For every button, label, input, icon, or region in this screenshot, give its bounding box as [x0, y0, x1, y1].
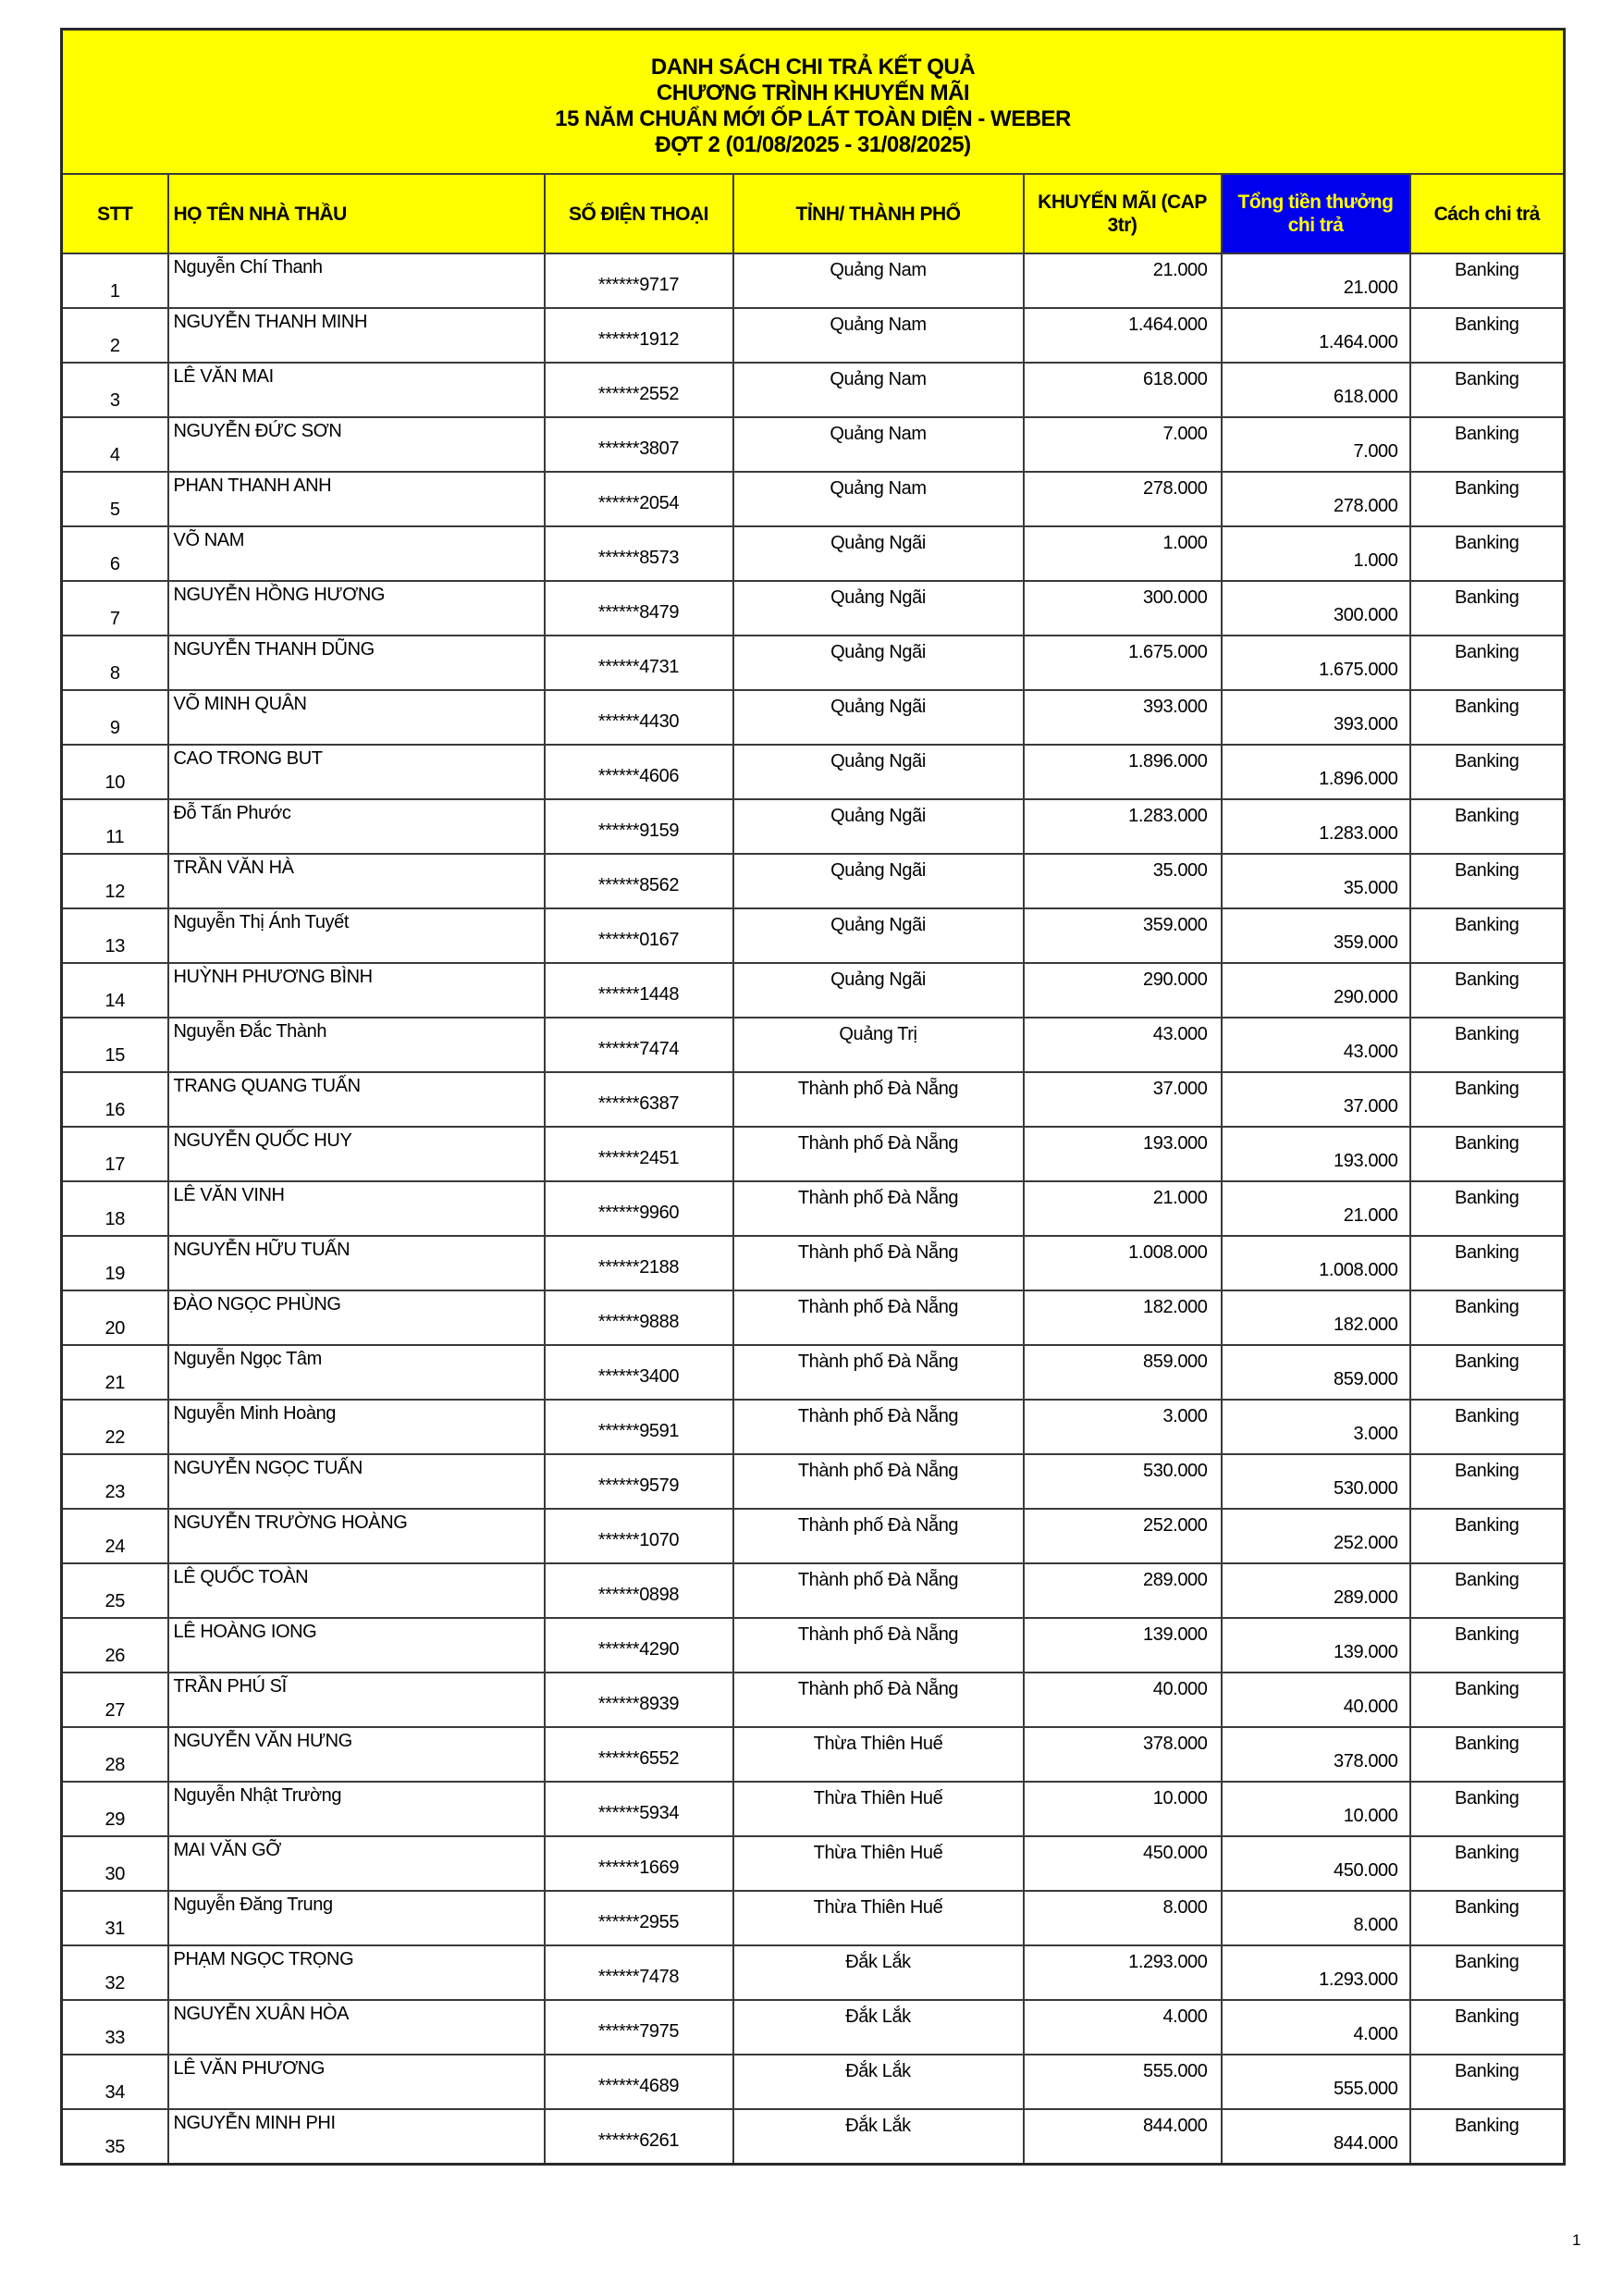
- cell-province: Thừa Thiên Huế: [733, 1727, 1024, 1782]
- col-header-contractor-name: HỌ TÊN NHÀ THẦU: [168, 174, 545, 253]
- cell-payment-method: Banking: [1410, 1782, 1565, 1836]
- cell-row-index: 4: [62, 417, 168, 472]
- cell-contractor-name: Nguyễn Ngọc Tâm: [168, 1345, 545, 1400]
- cell-phone-masked: ******6552: [545, 1727, 733, 1782]
- table-row: [62, 526, 1565, 581]
- cell-phone-masked: ******7478: [545, 1945, 733, 2000]
- cell-province: Thừa Thiên Huế: [733, 1836, 1024, 1891]
- table-body: [62, 253, 1565, 2164]
- cell-phone-masked: ******7474: [545, 1018, 733, 1072]
- table-row: [62, 1345, 1565, 1400]
- cell-payment-method: Banking: [1410, 690, 1565, 745]
- cell-row-index: 23: [62, 1454, 168, 1509]
- cell-phone-masked: ******8562: [545, 854, 733, 908]
- cell-promo-amount: 3.000: [1024, 1400, 1222, 1454]
- cell-total-paid: 21.000: [1222, 1181, 1410, 1236]
- cell-province: Thành phố Đà Nẵng: [733, 1509, 1024, 1563]
- cell-phone-masked: ******4689: [545, 2055, 733, 2109]
- cell-phone-masked: ******8573: [545, 526, 733, 581]
- table-row: [62, 1618, 1565, 1673]
- cell-promo-amount: 1.283.000: [1024, 799, 1222, 854]
- cell-phone-masked: ******2188: [545, 1236, 733, 1290]
- cell-phone-masked: ******9591: [545, 1400, 733, 1454]
- cell-payment-method: Banking: [1410, 1454, 1565, 1509]
- cell-phone-masked: ******2552: [545, 363, 733, 417]
- cell-payment-method: Banking: [1410, 581, 1565, 636]
- table-row: [62, 1454, 1565, 1509]
- cell-total-paid: 3.000: [1222, 1400, 1410, 1454]
- cell-payment-method: Banking: [1410, 636, 1565, 690]
- table-row: [62, 1563, 1565, 1618]
- table-row: [62, 1836, 1565, 1891]
- table-row: [62, 363, 1565, 417]
- cell-province: Thành phố Đà Nẵng: [733, 1181, 1024, 1236]
- table-row: [62, 253, 1565, 308]
- cell-province: Đắk Lắk: [733, 1945, 1024, 2000]
- cell-province: Quảng Ngãi: [733, 690, 1024, 745]
- cell-payment-method: Banking: [1410, 1673, 1565, 1727]
- cell-contractor-name: TRANG QUANG TUẤN: [168, 1072, 545, 1127]
- table-row: [62, 1782, 1565, 1836]
- cell-row-index: 32: [62, 1945, 168, 2000]
- col-header-payment-method: Cách chi trả: [1410, 174, 1565, 253]
- cell-contractor-name: NGUYỄN NGỌC TUẤN: [168, 1454, 545, 1509]
- cell-payment-method: Banking: [1410, 1290, 1565, 1345]
- cell-total-paid: 40.000: [1222, 1673, 1410, 1727]
- cell-total-paid: 4.000: [1222, 2000, 1410, 2055]
- cell-contractor-name: NGUYỄN THANH DŨNG: [168, 636, 545, 690]
- cell-promo-amount: 35.000: [1024, 854, 1222, 908]
- cell-promo-amount: 1.000: [1024, 526, 1222, 581]
- cell-payment-method: Banking: [1410, 1018, 1565, 1072]
- cell-promo-amount: 4.000: [1024, 2000, 1222, 2055]
- table-row: [62, 417, 1565, 472]
- cell-payment-method: Banking: [1410, 854, 1565, 908]
- cell-promo-amount: 378.000: [1024, 1727, 1222, 1782]
- cell-row-index: 16: [62, 1072, 168, 1127]
- cell-province: Quảng Nam: [733, 308, 1024, 363]
- cell-row-index: 33: [62, 2000, 168, 2055]
- cell-row-index: 6: [62, 526, 168, 581]
- cell-payment-method: Banking: [1410, 745, 1565, 799]
- cell-phone-masked: ******8479: [545, 581, 733, 636]
- table-row: [62, 854, 1565, 908]
- cell-province: Quảng Ngãi: [733, 799, 1024, 854]
- table-row: [62, 1236, 1565, 1290]
- cell-contractor-name: NGUYỄN VĂN HƯNG: [168, 1727, 545, 1782]
- col-header-province: TỈNH/ THÀNH PHỐ: [733, 174, 1024, 253]
- cell-province: Thành phố Đà Nẵng: [733, 1563, 1024, 1618]
- cell-contractor-name: Nguyễn Nhật Trường: [168, 1782, 545, 1836]
- cell-payment-method: Banking: [1410, 308, 1565, 363]
- cell-payment-method: Banking: [1410, 472, 1565, 526]
- cell-contractor-name: ĐÀO NGỌC PHÙNG: [168, 1290, 545, 1345]
- cell-contractor-name: NGUYỄN THANH MINH: [168, 308, 545, 363]
- cell-contractor-name: TRẦN PHÚ SĨ: [168, 1673, 545, 1727]
- cell-contractor-name: PHẠM NGỌC TRỌNG: [168, 1945, 545, 2000]
- cell-promo-amount: 618.000: [1024, 363, 1222, 417]
- cell-promo-amount: 182.000: [1024, 1290, 1222, 1345]
- cell-promo-amount: 1.896.000: [1024, 745, 1222, 799]
- cell-total-paid: 278.000: [1222, 472, 1410, 526]
- table-row: [62, 636, 1565, 690]
- cell-province: Thành phố Đà Nẵng: [733, 1072, 1024, 1127]
- cell-total-paid: 252.000: [1222, 1509, 1410, 1563]
- cell-payment-method: Banking: [1410, 253, 1565, 308]
- cell-promo-amount: 1.464.000: [1024, 308, 1222, 363]
- cell-province: Quảng Ngãi: [733, 581, 1024, 636]
- cell-total-paid: 10.000: [1222, 1782, 1410, 1836]
- cell-contractor-name: NGUYỄN MINH PHI: [168, 2109, 545, 2164]
- col-header-total-paid: Tổng tiền thưởng chi trả: [1222, 174, 1410, 253]
- cell-phone-masked: ******1669: [545, 1836, 733, 1891]
- cell-promo-amount: 278.000: [1024, 472, 1222, 526]
- table-row: [62, 1018, 1565, 1072]
- cell-contractor-name: LÊ QUỐC TOÀN: [168, 1563, 545, 1618]
- cell-province: Quảng Nam: [733, 417, 1024, 472]
- table-row: [62, 690, 1565, 745]
- cell-payment-method: Banking: [1410, 1945, 1565, 2000]
- cell-phone-masked: ******9960: [545, 1181, 733, 1236]
- cell-province: Thành phố Đà Nẵng: [733, 1236, 1024, 1290]
- cell-contractor-name: VÕ MINH QUÂN: [168, 690, 545, 745]
- cell-total-paid: 555.000: [1222, 2055, 1410, 2109]
- cell-province: Quảng Trị: [733, 1018, 1024, 1072]
- cell-contractor-name: Đỗ Tấn Phước: [168, 799, 545, 854]
- cell-total-paid: 8.000: [1222, 1891, 1410, 1945]
- cell-row-index: 21: [62, 1345, 168, 1400]
- cell-promo-amount: 1.293.000: [1024, 1945, 1222, 2000]
- cell-contractor-name: NGUYỄN TRƯỜNG HOÀNG: [168, 1509, 545, 1563]
- cell-row-index: 7: [62, 581, 168, 636]
- cell-promo-amount: 40.000: [1024, 1673, 1222, 1727]
- cell-contractor-name: Nguyễn Đăng Trung: [168, 1891, 545, 1945]
- cell-province: Quảng Nam: [733, 253, 1024, 308]
- title-line-1: DANH SÁCH CHI TRẢ KẾT QUẢ: [650, 55, 976, 80]
- cell-province: Thành phố Đà Nẵng: [733, 1618, 1024, 1673]
- cell-contractor-name: Nguyễn Thị Ánh Tuyết: [168, 908, 545, 963]
- table-row: [62, 1400, 1565, 1454]
- cell-promo-amount: 555.000: [1024, 2055, 1222, 2109]
- table-row: [62, 1290, 1565, 1345]
- cell-total-paid: 1.464.000: [1222, 308, 1410, 363]
- title-line-3: 15 NĂM CHUẨN MỚI ỐP LÁT TOÀN DIỆN - WEBER: [555, 106, 1071, 131]
- cell-phone-masked: ******4606: [545, 745, 733, 799]
- table-row: [62, 1072, 1565, 1127]
- column-header-row: [62, 174, 1565, 253]
- cell-payment-method: Banking: [1410, 1509, 1565, 1563]
- cell-total-paid: 21.000: [1222, 253, 1410, 308]
- cell-promo-amount: 530.000: [1024, 1454, 1222, 1509]
- cell-phone-masked: ******5934: [545, 1782, 733, 1836]
- cell-promo-amount: 43.000: [1024, 1018, 1222, 1072]
- table-row: [62, 745, 1565, 799]
- cell-province: Thành phố Đà Nẵng: [733, 1290, 1024, 1345]
- title-line-2: CHƯƠNG TRÌNH KHUYẾN MÃI: [656, 80, 970, 105]
- cell-promo-amount: 193.000: [1024, 1127, 1222, 1181]
- cell-row-index: 29: [62, 1782, 168, 1836]
- cell-promo-amount: 450.000: [1024, 1836, 1222, 1891]
- cell-province: Thừa Thiên Huế: [733, 1782, 1024, 1836]
- cell-row-index: 25: [62, 1563, 168, 1618]
- cell-total-paid: 7.000: [1222, 417, 1410, 472]
- cell-row-index: 27: [62, 1673, 168, 1727]
- cell-payment-method: Banking: [1410, 2000, 1565, 2055]
- cell-province: Thành phố Đà Nẵng: [733, 1454, 1024, 1509]
- cell-phone-masked: ******9159: [545, 799, 733, 854]
- cell-province: Đắk Lắk: [733, 2000, 1024, 2055]
- cell-total-paid: 193.000: [1222, 1127, 1410, 1181]
- cell-phone-masked: ******1448: [545, 963, 733, 1018]
- cell-contractor-name: NGUYỄN HỒNG HƯƠNG: [168, 581, 545, 636]
- cell-promo-amount: 21.000: [1024, 1181, 1222, 1236]
- cell-contractor-name: LÊ VĂN PHƯƠNG: [168, 2055, 545, 2109]
- table-row: [62, 963, 1565, 1018]
- cell-province: Thành phố Đà Nẵng: [733, 1345, 1024, 1400]
- cell-row-index: 15: [62, 1018, 168, 1072]
- cell-province: Quảng Ngãi: [733, 854, 1024, 908]
- cell-contractor-name: HUỲNH PHƯƠNG BÌNH: [168, 963, 545, 1018]
- cell-phone-masked: ******0167: [545, 908, 733, 963]
- cell-promo-amount: 300.000: [1024, 581, 1222, 636]
- table-row: [62, 2000, 1565, 2055]
- cell-promo-amount: 393.000: [1024, 690, 1222, 745]
- cell-phone-masked: ******7975: [545, 2000, 733, 2055]
- cell-total-paid: 393.000: [1222, 690, 1410, 745]
- cell-row-index: 20: [62, 1290, 168, 1345]
- cell-phone-masked: ******3400: [545, 1345, 733, 1400]
- cell-promo-amount: 359.000: [1024, 908, 1222, 963]
- cell-total-paid: 300.000: [1222, 581, 1410, 636]
- cell-province: Thành phố Đà Nẵng: [733, 1673, 1024, 1727]
- title-banner: [62, 30, 1565, 175]
- cell-payment-method: Banking: [1410, 1072, 1565, 1127]
- cell-total-paid: 1.293.000: [1222, 1945, 1410, 2000]
- cell-promo-amount: 1.008.000: [1024, 1236, 1222, 1290]
- cell-row-index: 24: [62, 1509, 168, 1563]
- table-row: [62, 1509, 1565, 1563]
- cell-total-paid: 530.000: [1222, 1454, 1410, 1509]
- cell-row-index: 13: [62, 908, 168, 963]
- cell-total-paid: 378.000: [1222, 1727, 1410, 1782]
- cell-contractor-name: Nguyễn Chí Thanh: [168, 253, 545, 308]
- table-row: [62, 2055, 1565, 2109]
- cell-phone-masked: ******8939: [545, 1673, 733, 1727]
- cell-phone-masked: ******2451: [545, 1127, 733, 1181]
- cell-contractor-name: VÕ NAM: [168, 526, 545, 581]
- cell-contractor-name: Nguyễn Minh Hoàng: [168, 1400, 545, 1454]
- cell-row-index: 9: [62, 690, 168, 745]
- cell-total-paid: 139.000: [1222, 1618, 1410, 1673]
- cell-promo-amount: 252.000: [1024, 1509, 1222, 1563]
- table-row: [62, 1181, 1565, 1236]
- cell-row-index: 10: [62, 745, 168, 799]
- table-row: [62, 1673, 1565, 1727]
- cell-payment-method: Banking: [1410, 908, 1565, 963]
- cell-promo-amount: 844.000: [1024, 2109, 1222, 2164]
- cell-promo-amount: 37.000: [1024, 1072, 1222, 1127]
- table-row: [62, 908, 1565, 963]
- cell-payment-method: Banking: [1410, 1345, 1565, 1400]
- cell-payment-method: Banking: [1410, 1891, 1565, 1945]
- cell-row-index: 11: [62, 799, 168, 854]
- cell-row-index: 31: [62, 1891, 168, 1945]
- cell-payment-method: Banking: [1410, 2055, 1565, 2109]
- cell-province: Quảng Ngãi: [733, 636, 1024, 690]
- table-row: [62, 1127, 1565, 1181]
- cell-contractor-name: NGUYỄN HỮU TUẤN: [168, 1236, 545, 1290]
- cell-total-paid: 35.000: [1222, 854, 1410, 908]
- cell-promo-amount: 859.000: [1024, 1345, 1222, 1400]
- cell-phone-masked: ******1912: [545, 308, 733, 363]
- cell-total-paid: 1.008.000: [1222, 1236, 1410, 1290]
- cell-province: Đắk Lắk: [733, 2055, 1024, 2109]
- cell-phone-masked: ******9579: [545, 1454, 733, 1509]
- cell-total-paid: 618.000: [1222, 363, 1410, 417]
- table-row: [62, 2109, 1565, 2164]
- cell-promo-amount: 290.000: [1024, 963, 1222, 1018]
- table-row: [62, 799, 1565, 854]
- cell-contractor-name: PHAN THANH ANH: [168, 472, 545, 526]
- cell-contractor-name: NGUYỄN QUỐC HUY: [168, 1127, 545, 1181]
- cell-phone-masked: ******2955: [545, 1891, 733, 1945]
- cell-total-paid: 182.000: [1222, 1290, 1410, 1345]
- cell-promo-amount: 139.000: [1024, 1618, 1222, 1673]
- cell-row-index: 3: [62, 363, 168, 417]
- table-row: [62, 1727, 1565, 1782]
- table-row: [62, 308, 1565, 363]
- cell-total-paid: 450.000: [1222, 1836, 1410, 1891]
- cell-total-paid: 1.675.000: [1222, 636, 1410, 690]
- cell-total-paid: 290.000: [1222, 963, 1410, 1018]
- cell-promo-amount: 21.000: [1024, 253, 1222, 308]
- table-row: [62, 472, 1565, 526]
- cell-total-paid: 43.000: [1222, 1018, 1410, 1072]
- cell-phone-masked: ******4430: [545, 690, 733, 745]
- cell-row-index: 19: [62, 1236, 168, 1290]
- table-row: [62, 581, 1565, 636]
- payout-table: [60, 28, 1566, 2166]
- col-header-stt: STT: [62, 174, 168, 253]
- cell-province: Thừa Thiên Huế: [733, 1891, 1024, 1945]
- cell-promo-amount: 8.000: [1024, 1891, 1222, 1945]
- cell-phone-masked: ******6387: [545, 1072, 733, 1127]
- cell-row-index: 30: [62, 1836, 168, 1891]
- cell-row-index: 17: [62, 1127, 168, 1181]
- cell-payment-method: Banking: [1410, 363, 1565, 417]
- cell-province: Quảng Ngãi: [733, 908, 1024, 963]
- col-header-promo: KHUYẾN MÃI (CAP 3tr): [1024, 174, 1222, 253]
- cell-row-index: 8: [62, 636, 168, 690]
- page-number: 1: [1572, 2231, 1581, 2249]
- cell-province: Quảng Ngãi: [733, 526, 1024, 581]
- cell-phone-masked: ******9717: [545, 253, 733, 308]
- cell-province: Quảng Nam: [733, 363, 1024, 417]
- cell-payment-method: Banking: [1410, 1836, 1565, 1891]
- cell-phone-masked: ******3807: [545, 417, 733, 472]
- col-header-phone: SỐ ĐIỆN THOẠI: [545, 174, 733, 253]
- cell-province: Thành phố Đà Nẵng: [733, 1127, 1024, 1181]
- cell-total-paid: 844.000: [1222, 2109, 1410, 2164]
- cell-payment-method: Banking: [1410, 799, 1565, 854]
- cell-payment-method: Banking: [1410, 1400, 1565, 1454]
- cell-contractor-name: LÊ VĂN VINH: [168, 1181, 545, 1236]
- title-line-4: ĐỢT 2 (01/08/2025 - 31/08/2025): [655, 132, 971, 157]
- cell-contractor-name: MAI VĂN GỠ: [168, 1836, 545, 1891]
- cell-contractor-name: LÊ HOÀNG IONG: [168, 1618, 545, 1673]
- cell-phone-masked: ******9888: [545, 1290, 733, 1345]
- cell-total-paid: 1.896.000: [1222, 745, 1410, 799]
- cell-promo-amount: 1.675.000: [1024, 636, 1222, 690]
- cell-row-index: 35: [62, 2109, 168, 2164]
- cell-phone-masked: ******0898: [545, 1563, 733, 1618]
- cell-contractor-name: Nguyễn Đắc Thành: [168, 1018, 545, 1072]
- cell-payment-method: Banking: [1410, 2109, 1565, 2164]
- cell-total-paid: 1.000: [1222, 526, 1410, 581]
- cell-payment-method: Banking: [1410, 1727, 1565, 1782]
- cell-total-paid: 359.000: [1222, 908, 1410, 963]
- cell-total-paid: 289.000: [1222, 1563, 1410, 1618]
- cell-total-paid: 1.283.000: [1222, 799, 1410, 854]
- cell-row-index: 12: [62, 854, 168, 908]
- cell-phone-masked: ******2054: [545, 472, 733, 526]
- cell-payment-method: Banking: [1410, 1127, 1565, 1181]
- cell-payment-method: Banking: [1410, 1236, 1565, 1290]
- cell-promo-amount: 289.000: [1024, 1563, 1222, 1618]
- cell-province: Quảng Ngãi: [733, 745, 1024, 799]
- cell-row-index: 28: [62, 1727, 168, 1782]
- cell-row-index: 2: [62, 308, 168, 363]
- cell-contractor-name: CAO TRONG BUT: [168, 745, 545, 799]
- cell-row-index: 34: [62, 2055, 168, 2109]
- cell-province: Quảng Ngãi: [733, 963, 1024, 1018]
- cell-total-paid: 859.000: [1222, 1345, 1410, 1400]
- cell-contractor-name: NGUYỄN ĐỨC SƠN: [168, 417, 545, 472]
- table-row: [62, 1891, 1565, 1945]
- cell-province: Thành phố Đà Nẵng: [733, 1400, 1024, 1454]
- table-row: [62, 1945, 1565, 2000]
- cell-total-paid: 37.000: [1222, 1072, 1410, 1127]
- cell-row-index: 14: [62, 963, 168, 1018]
- cell-row-index: 5: [62, 472, 168, 526]
- cell-payment-method: Banking: [1410, 1181, 1565, 1236]
- title-banner-row: [62, 30, 1565, 175]
- cell-province: Đắk Lắk: [733, 2109, 1024, 2164]
- cell-row-index: 1: [62, 253, 168, 308]
- cell-province: Quảng Nam: [733, 472, 1024, 526]
- cell-payment-method: Banking: [1410, 1618, 1565, 1673]
- cell-phone-masked: ******6261: [545, 2109, 733, 2164]
- cell-phone-masked: ******4731: [545, 636, 733, 690]
- cell-contractor-name: LÊ VĂN MAI: [168, 363, 545, 417]
- cell-promo-amount: 10.000: [1024, 1782, 1222, 1836]
- cell-contractor-name: NGUYỄN XUÂN HÒA: [168, 2000, 545, 2055]
- cell-contractor-name: TRẦN VĂN HÀ: [168, 854, 545, 908]
- cell-payment-method: Banking: [1410, 1563, 1565, 1618]
- cell-payment-method: Banking: [1410, 417, 1565, 472]
- cell-payment-method: Banking: [1410, 526, 1565, 581]
- document-sheet: [60, 28, 1563, 2166]
- cell-phone-masked: ******1070: [545, 1509, 733, 1563]
- cell-row-index: 22: [62, 1400, 168, 1454]
- cell-promo-amount: 7.000: [1024, 417, 1222, 472]
- cell-phone-masked: ******4290: [545, 1618, 733, 1673]
- cell-row-index: 18: [62, 1181, 168, 1236]
- cell-payment-method: Banking: [1410, 963, 1565, 1018]
- cell-row-index: 26: [62, 1618, 168, 1673]
